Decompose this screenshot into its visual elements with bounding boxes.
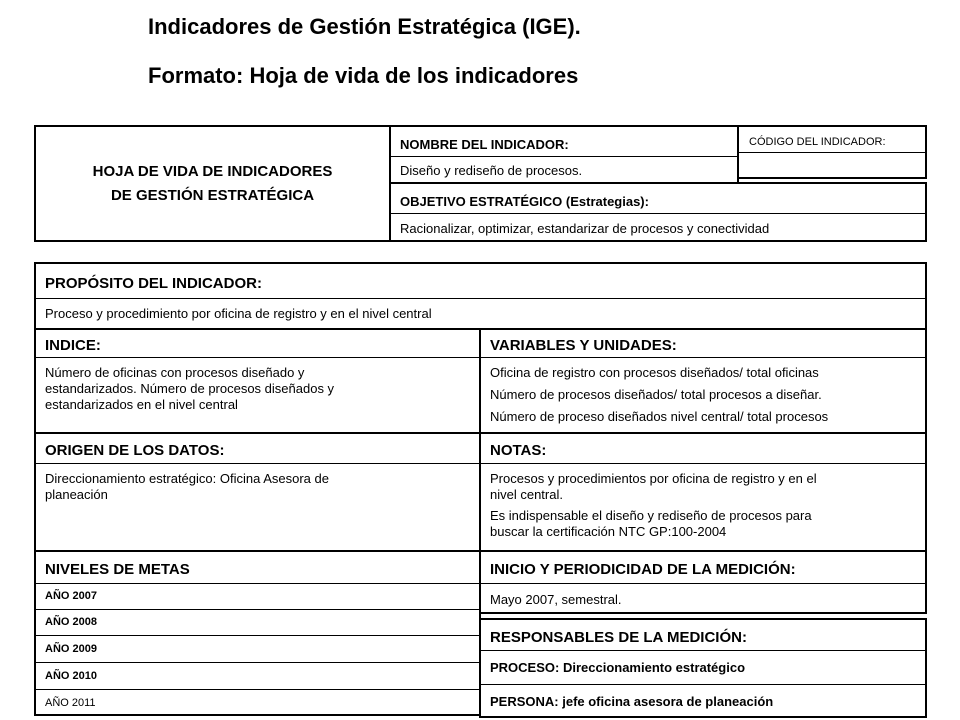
origen-line-1: Direccionamiento estratégico: Oficina Asesora de	[45, 471, 329, 486]
meta-year-2011: AÑO 2011	[45, 697, 96, 709]
responsable-proceso: PROCESO: Direccionamiento estratégico	[490, 660, 746, 675]
nombre-indicador-value: Diseño y rediseño de procesos.	[400, 163, 583, 178]
indice-label: INDICE:	[45, 337, 101, 354]
nombre-indicador-label: NOMBRE DEL INDICADOR:	[400, 137, 569, 152]
variables-line-2: Número de procesos diseñados/ total procesos a diseñar.	[490, 387, 822, 402]
nombre-indicador-box	[389, 125, 739, 184]
notas-label: NOTAS:	[490, 442, 547, 459]
variables-label: VARIABLES Y UNIDADES:	[490, 337, 677, 354]
hoja-vida-line2: DE GESTIÓN ESTRATÉGICA	[110, 187, 315, 204]
indice-box	[34, 328, 481, 434]
metas-box	[34, 550, 481, 716]
origen-box	[34, 432, 481, 552]
objetivo-value: Racionalizar, optimizar, estandarizar de procesos y conectividad	[400, 221, 770, 236]
notas-line-1: Procesos y procedimientos por oficina de registro y en el	[490, 471, 817, 486]
proposito-label: PROPÓSITO DEL INDICADOR:	[45, 275, 262, 292]
meta-year-2009: AÑO 2009	[45, 643, 97, 655]
notas-line-2: nivel central.	[490, 487, 563, 502]
inicio-box	[479, 550, 927, 614]
notas-line-4: buscar la certificación NTC GP:100-2004	[490, 524, 727, 539]
objetivo-label: OBJETIVO ESTRATÉGICO (Estrategias):	[400, 194, 649, 209]
proposito-box	[34, 262, 927, 330]
responsables-box	[479, 618, 927, 718]
origen-line-2: planeación	[45, 487, 108, 502]
page-subtitle: Formato: Hoja de vida de los indicadores	[148, 63, 579, 88]
codigo-indicador-label: CÓDIGO DEL INDICADOR:	[749, 136, 886, 148]
hoja-vida-box	[34, 125, 391, 242]
indice-line-1: Número de oficinas con procesos diseñado y	[45, 365, 305, 380]
objetivo-box	[389, 182, 927, 242]
origen-label: ORIGEN DE LOS DATOS:	[45, 442, 225, 459]
variables-line-3: Número de proceso diseñados nivel central/ total procesos	[490, 409, 829, 424]
inicio-value: Mayo 2007, semestral.	[490, 592, 622, 607]
meta-year-2010: AÑO 2010	[45, 670, 97, 682]
metas-label: NIVELES DE METAS	[45, 561, 190, 578]
notas-box	[479, 432, 927, 552]
indice-line-3: estandarizados en el nivel central	[45, 397, 238, 412]
indice-line-2: estandarizados. Número de procesos diseñados y	[45, 381, 335, 396]
hoja-vida-line1: HOJA DE VIDA DE INDICADORES	[92, 163, 333, 180]
codigo-indicador-box	[737, 125, 927, 179]
meta-year-2008: AÑO 2008	[45, 616, 97, 628]
responsable-persona: PERSONA: jefe oficina asesora de planeación	[490, 694, 774, 709]
meta-year-2007: AÑO 2007	[45, 590, 97, 602]
variables-box	[479, 328, 927, 434]
variables-line-1: Oficina de registro con procesos diseñados/ total oficinas	[490, 365, 819, 380]
responsables-label: RESPONSABLES DE LA MEDICIÓN:	[490, 629, 747, 646]
inicio-label: INICIO Y PERIODICIDAD DE LA MEDICIÓN:	[490, 561, 796, 578]
proposito-value: Proceso y procedimiento por oficina de registro y en el nivel central	[45, 306, 432, 321]
page-title: Indicadores de Gestión Estratégica (IGE).	[148, 14, 581, 39]
notas-line-3: Es indispensable el diseño y rediseño de procesos para	[490, 508, 812, 523]
